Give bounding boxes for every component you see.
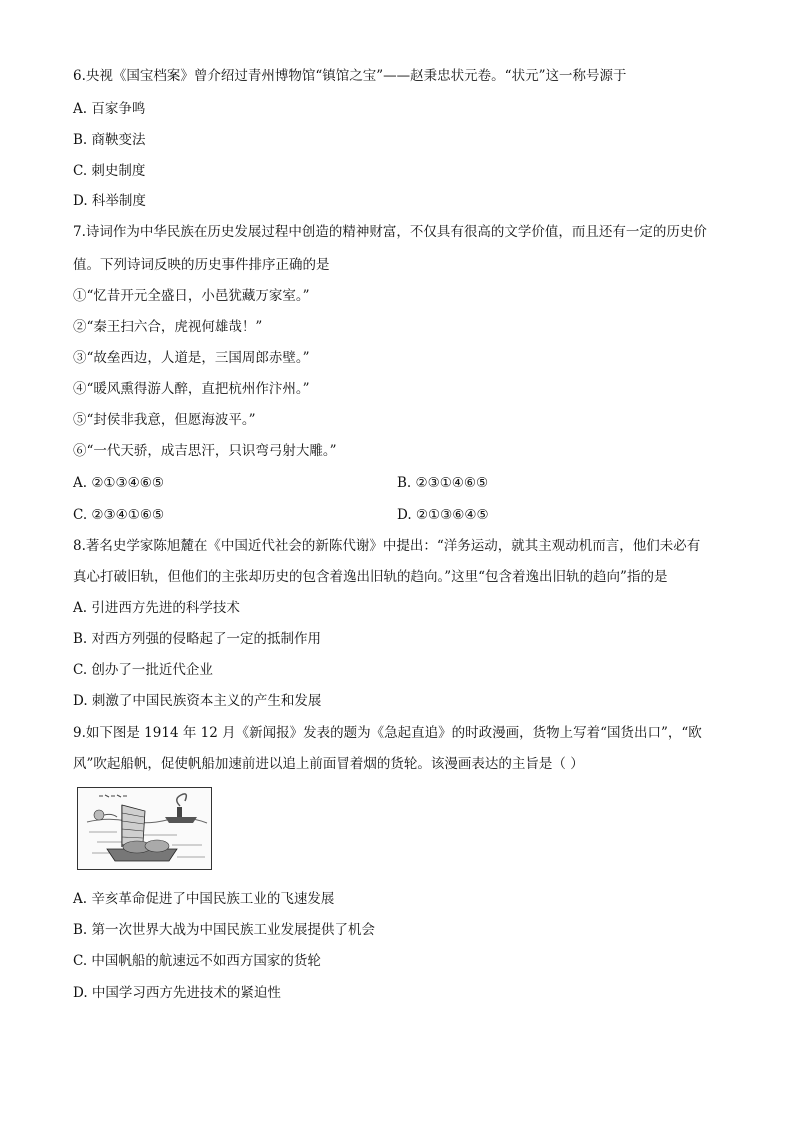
q6-option-c: C. 刺史制度 <box>73 163 146 179</box>
q9-option-d: D. 中国学习西方先进技术的紧迫性 <box>73 985 281 1001</box>
q7-option-b: B. ②③①④⑥⑤ <box>397 475 489 491</box>
q9-option-b: B. 第一次世界大战为中国民族工业发展提供了机会 <box>73 922 376 938</box>
q8-option-a: A. 引进西方先进的科学技术 <box>73 600 240 616</box>
q9-stem-line2: 风”吹起船帆，促使帆船加速前进以追上前面冒着烟的货轮。该漫画表达的主旨是（ ） <box>73 756 584 772</box>
q7-poem-3: ③“故垒西边，人道是，三国周郎赤壁。” <box>73 350 310 366</box>
political-cartoon-image <box>77 787 212 870</box>
q6-option-b: B. 商鞅变法 <box>73 132 146 148</box>
q7-option-a: A. ②①③④⑥⑤ <box>73 475 164 491</box>
q7-poem-4: ④“暖风熏得游人醉，直把杭州作汴州。” <box>73 381 310 397</box>
q7-poem-1: ①“忆昔开元全盛日，小邑犹藏万家室。” <box>73 288 310 304</box>
q9-option-a: A. 辛亥革命促进了中国民族工业的飞速发展 <box>73 891 335 907</box>
q6-option-d: D. 科举制度 <box>73 193 146 209</box>
q9-option-c: C. 中国帆船的航速远不如西方国家的货轮 <box>73 953 321 969</box>
q8-option-c: C. 创办了一批近代企业 <box>73 662 213 678</box>
q9-stem-line1: 9.如下图是 1914 年 12 月《新闻报》发表的题为《急起直追》的时政漫画，货物上写着“国货出口”，“欧 <box>73 725 702 741</box>
q7-poem-5: ⑤“封侯非我意，但愿海波平。” <box>73 412 256 428</box>
q8-stem-line1: 8.著名史学家陈旭麓在《中国近代社会的新陈代谢》中提出：“洋务运动，就其主观动机而言，他们未必有 <box>73 538 701 554</box>
q7-stem-line1: 7.诗词作为中华民族在历史发展过程中创造的精神财富，不仅具有很高的文学价值，而且还有一定的历史价 <box>73 224 707 240</box>
q7-stem-line2: 值。下列诗词反映的历史事件排序正确的是 <box>73 257 330 273</box>
q6-stem: 6.央视《国宝档案》曾介绍过青州博物馆“镇馆之宝”——赵秉忠状元卷。“状元”这一称号源于 <box>73 68 627 84</box>
q7-option-c: C. ②③④①⑥⑤ <box>73 507 165 523</box>
q6-option-a: A. 百家争鸣 <box>73 101 146 117</box>
q7-poem-2: ②“秦王扫六合，虎视何雄哉！” <box>73 319 263 335</box>
q7-poem-6: ⑥“一代天骄，成吉思汗，只识弯弓射大雕。” <box>73 443 337 459</box>
q8-option-d: D. 刺激了中国民族资本主义的产生和发展 <box>73 693 322 709</box>
q8-stem-line2: 真心打破旧轨，但他们的主张却历史的包含着逸出旧轨的趋向。”这里“包含着逸出旧轨的趋向”指的是 <box>73 569 668 585</box>
q8-option-b: B. 对西方列强的侵略起了一定的抵制作用 <box>73 631 322 647</box>
q7-option-d: D. ②①③⑥④⑤ <box>397 507 489 523</box>
